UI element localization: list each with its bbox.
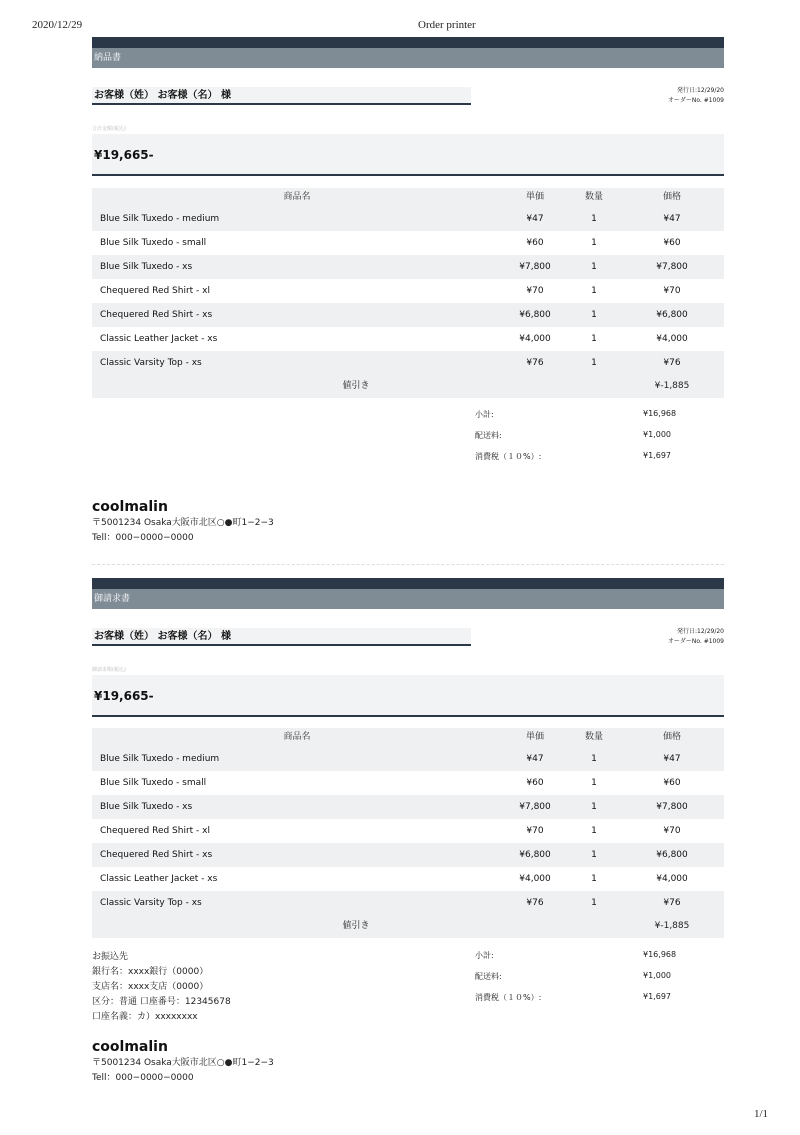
- tax-row: [475, 992, 724, 1013]
- item-qty: 1: [591, 358, 597, 368]
- header-price: 単価: [525, 732, 544, 742]
- item-price: ¥76: [526, 898, 544, 908]
- item-qty: 1: [591, 874, 597, 884]
- item-total: ¥76: [663, 898, 681, 908]
- shop-info: [92, 1038, 274, 1086]
- item-qty: 1: [591, 286, 597, 296]
- document-meta: [668, 86, 724, 106]
- item-total: ¥70: [663, 286, 681, 296]
- item-name: Blue Silk Tuxedo - medium: [100, 214, 220, 224]
- item-name: Classic Leather Jacket - xs: [100, 874, 218, 884]
- shop-info: [92, 498, 274, 546]
- item-price: ¥7,800: [519, 262, 551, 272]
- summary-label: 小計:: [475, 951, 494, 960]
- table-row: [92, 279, 724, 303]
- item-name: Blue Silk Tuxedo - medium: [100, 754, 220, 764]
- summary-value: ¥1,697: [643, 451, 671, 460]
- item-name: Blue Silk Tuxedo - xs: [100, 262, 193, 272]
- summary-value: ¥16,968: [643, 950, 677, 959]
- discount-label: 値引き: [342, 381, 370, 391]
- order-number: オーダーNo. #1009: [667, 638, 724, 645]
- item-name: Blue Silk Tuxedo - small: [100, 238, 207, 248]
- delivery-note: [92, 37, 724, 557]
- section-divider: [92, 564, 724, 565]
- item-price: ¥60: [526, 778, 544, 788]
- summary-value: ¥1,697: [643, 992, 671, 1001]
- item-price: ¥6,800: [519, 850, 551, 860]
- summary-value: ¥16,968: [643, 409, 677, 418]
- table-row: [92, 207, 724, 231]
- table-header: [92, 728, 724, 747]
- bank-account: 区分：普通 口座番号：12345678: [92, 997, 231, 1007]
- item-name: Chequered Red Shirt - xl: [100, 826, 210, 836]
- item-price: ¥4,000: [519, 334, 551, 344]
- item-total: ¥4,000: [656, 874, 688, 884]
- item-price: ¥7,800: [519, 802, 551, 812]
- bank-branch: 支店名：xxxx支店（0000）: [92, 982, 209, 992]
- item-total: ¥6,800: [656, 310, 688, 320]
- item-name: Blue Silk Tuxedo - small: [100, 778, 207, 788]
- item-qty: 1: [591, 262, 597, 272]
- table-row: [92, 351, 724, 375]
- discount-row: [92, 375, 724, 398]
- bank-title: お振込先: [92, 952, 129, 962]
- discount-value: ¥-1,885: [654, 921, 690, 931]
- item-name: Chequered Red Shirt - xs: [100, 850, 213, 860]
- shop-name: coolmalin: [92, 1039, 168, 1055]
- summary-label: 消費税（１０%）:: [475, 452, 542, 461]
- item-name: Classic Varsity Top - xs: [100, 358, 202, 368]
- table-row: [92, 891, 724, 915]
- header-price: 単価: [525, 192, 544, 202]
- total-amount: ¥19,665-: [92, 675, 724, 717]
- table-row: [92, 231, 724, 255]
- item-total: ¥76: [663, 358, 681, 368]
- header-qty: 数量: [584, 732, 603, 742]
- bank-info: [92, 950, 231, 1025]
- summary-label: 小計:: [475, 410, 494, 419]
- page-number: 1/1: [754, 1108, 769, 1120]
- issue-date: 発行日:12/29/20: [677, 87, 724, 94]
- header-name: 商品名: [283, 192, 311, 202]
- item-total: ¥7,800: [656, 802, 688, 812]
- summary: [475, 409, 724, 472]
- item-qty: 1: [591, 850, 597, 860]
- document-title: 納品書: [92, 48, 724, 68]
- subtotal-row: [475, 409, 724, 430]
- table-row: [92, 303, 724, 327]
- shop-address: 〒5001234 Osaka大阪市北区○●町1−2−3: [92, 518, 274, 528]
- discount-value: ¥-1,885: [654, 381, 690, 391]
- item-price: ¥70: [526, 286, 544, 296]
- summary-label: 配送料:: [475, 431, 502, 440]
- item-name: Chequered Red Shirt - xl: [100, 286, 210, 296]
- table-row: [92, 255, 724, 279]
- amount-label: 合計金額(税込): [92, 126, 126, 132]
- order-number: オーダーNo. #1009: [667, 97, 724, 104]
- invoice: [92, 578, 724, 1098]
- item-total: ¥4,000: [656, 334, 688, 344]
- summary-value: ¥1,000: [643, 971, 671, 980]
- item-name: Blue Silk Tuxedo - xs: [100, 802, 193, 812]
- customer-name: お客様（姓） お客様（名） 様: [92, 87, 471, 105]
- table-row: [92, 843, 724, 867]
- table-body: [92, 747, 724, 915]
- item-qty: 1: [591, 826, 597, 836]
- bank-holder: 口座名義：カ）xxxxxxxx: [92, 1012, 198, 1022]
- tax-row: [475, 451, 724, 472]
- table-row: [92, 867, 724, 891]
- total-amount: ¥19,665-: [92, 134, 724, 176]
- item-price: ¥6,800: [519, 310, 551, 320]
- item-total: ¥6,800: [656, 850, 688, 860]
- item-total: ¥70: [663, 826, 681, 836]
- amount-label: 御請求額(税込): [92, 667, 126, 673]
- item-price: ¥60: [526, 238, 544, 248]
- header-total: 価格: [662, 192, 681, 202]
- item-name: Chequered Red Shirt - xs: [100, 310, 213, 320]
- item-total: ¥47: [663, 214, 681, 224]
- summary-label: 消費税（１０%）:: [475, 993, 542, 1002]
- document-title: 御請求書: [92, 589, 724, 609]
- item-price: ¥70: [526, 826, 544, 836]
- summary-value: ¥1,000: [643, 430, 671, 439]
- item-price: ¥76: [526, 358, 544, 368]
- table-header: [92, 188, 724, 207]
- shop-tel: Tell：000−0000−0000: [92, 1073, 194, 1083]
- item-total: ¥60: [663, 238, 681, 248]
- item-name: Classic Leather Jacket - xs: [100, 334, 218, 344]
- item-qty: 1: [591, 310, 597, 320]
- item-qty: 1: [591, 754, 597, 764]
- discount-row: [92, 915, 724, 938]
- subtotal-row: [475, 950, 724, 971]
- table-row: [92, 747, 724, 771]
- item-price: ¥47: [526, 754, 544, 764]
- header-band: [92, 37, 724, 48]
- table-row: [92, 819, 724, 843]
- print-title: Order printer: [418, 19, 476, 31]
- item-qty: 1: [591, 214, 597, 224]
- shop-name: coolmalin: [92, 499, 168, 515]
- header-name: 商品名: [283, 732, 311, 742]
- item-price: ¥47: [526, 214, 544, 224]
- item-total: ¥7,800: [656, 262, 688, 272]
- shop-tel: Tell：000−0000−0000: [92, 533, 194, 543]
- item-total: ¥47: [663, 754, 681, 764]
- document-meta: [668, 627, 724, 647]
- item-qty: 1: [591, 778, 597, 788]
- header-band: [92, 578, 724, 589]
- item-qty: 1: [591, 334, 597, 344]
- item-name: Classic Varsity Top - xs: [100, 898, 202, 908]
- shop-address: 〒5001234 Osaka大阪市北区○●町1−2−3: [92, 1058, 274, 1068]
- shipping-row: [475, 430, 724, 451]
- shipping-row: [475, 971, 724, 992]
- items-table: [92, 188, 724, 398]
- item-price: ¥4,000: [519, 874, 551, 884]
- customer-name: お客様（姓） お客様（名） 様: [92, 628, 471, 646]
- item-qty: 1: [591, 898, 597, 908]
- summary: [475, 950, 724, 1013]
- summary-label: 配送料:: [475, 972, 502, 981]
- issue-date: 発行日:12/29/20: [677, 628, 724, 635]
- discount-label: 値引き: [342, 921, 370, 931]
- item-qty: 1: [591, 238, 597, 248]
- items-table: [92, 728, 724, 938]
- table-row: [92, 771, 724, 795]
- header-qty: 数量: [584, 192, 603, 202]
- item-qty: 1: [591, 802, 597, 812]
- table-row: [92, 327, 724, 351]
- header-total: 価格: [662, 732, 681, 742]
- bank-name: 銀行名：xxxx銀行（0000）: [92, 967, 209, 977]
- print-date: 2020/12/29: [32, 19, 83, 31]
- item-total: ¥60: [663, 778, 681, 788]
- table-row: [92, 795, 724, 819]
- table-body: [92, 207, 724, 375]
